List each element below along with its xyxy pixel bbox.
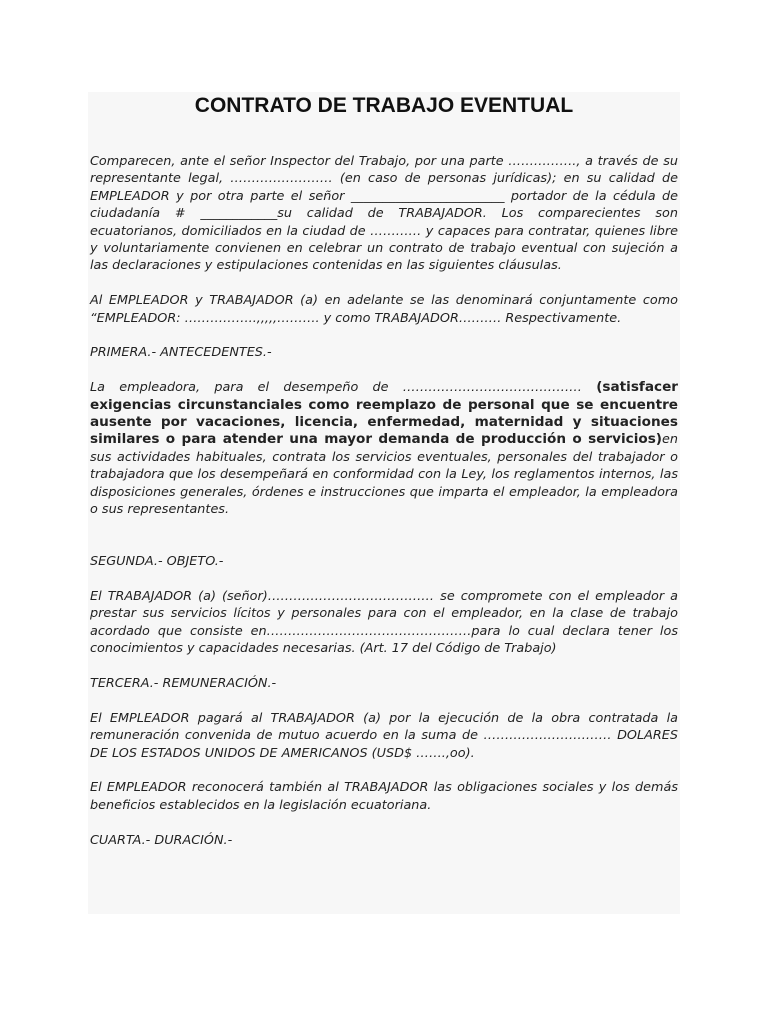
paragraph-beneficios: El EMPLEADOR reconocerá también al TRABAJADOR las obligaciones sociales y los demás beneficios establecidos en la legislación ecuatoriana. xyxy=(90,780,678,813)
antecedentes-bold: (satisfacer exigencias circunstanciales como reemplazo de personal que se encuentre ausente por vacaciones, licencia, enfermedad, maternidad y situaciones similares o para atender una mayor demanda de producción o servicios) xyxy=(90,379,678,448)
heading-segunda: SEGUNDA.- OBJETO.- xyxy=(90,554,224,570)
heading-cuarta: CUARTA.- DURACIÓN.- xyxy=(90,832,233,848)
paragraph-objeto: El TRABAJADOR (a) (señor)………………………………… se compromete con el empleador a prestar sus servicios lícitos y personales para con el empleador, en la clase de trabajo acordado que consiste en…………………………………………para lo cual declara tener los conocimientos y capacidades necesarias. (Art. 17 del Código de Trabajo) xyxy=(90,589,678,657)
document-body xyxy=(90,153,678,866)
document-title: CONTRATO DE TRABAJO EVENTUAL xyxy=(194,94,574,117)
document-page xyxy=(88,92,680,914)
heading-tercera: TERCERA.- REMUNERACIÓN.- xyxy=(90,676,277,692)
paragraph-remuneracion: El EMPLEADOR pagará al TRABAJADOR (a) por la ejecución de la obra contratada la remuneración convenida de mutuo acuerdo en la suma de ………………………… DOLARES DE LOS ESTADOS UNIDOS DE AMERICANOS (USD$ …….,oo). xyxy=(90,710,678,761)
antecedentes-start: La empleadora, para el desempeño de …………………………………… xyxy=(90,380,597,396)
blank-line xyxy=(90,536,678,553)
paragraph-antecedentes xyxy=(90,379,678,518)
paragraph-comparecientes: Comparecen, ante el señor Inspector del Trabajo, por una parte ……………., a través de su representante legal, …………………… (en caso de personas jurídicas); en su calidad de EMPLEADOR y por otra parte el señor ________________________ portador de la cédula de ciudadanía # ____________su calidad de TRABAJADOR. Los comparecientes son ecuatorianos, domiciliados en la ciudad de ………… y capaces para contratar, quienes libre y voluntariamente convienen en celebrar un contrato de trabajo eventual con sujeción a las declaraciones y estipulaciones contenidas en las siguientes cláusulas. xyxy=(90,154,678,274)
paragraph-denominacion: Al EMPLEADOR y TRABAJADOR (a) en adelante se las denominará conjuntamente como “EMPLEADOR: ……………..,,,,,………. y como TRABAJADOR………. Respectivamente. xyxy=(90,293,678,326)
antecedentes-end: en sus actividades habituales, contrata los servicios eventuales, personales del trabajador o trabajadora que los desempeñará en conformidad con la Ley, los reglamentos internos, las disposiciones generales, órdenes e instrucciones que imparta el empleador, la empleadora o sus representantes. xyxy=(90,432,678,518)
heading-primera: PRIMERA.- ANTECEDENTES.- xyxy=(90,345,272,361)
